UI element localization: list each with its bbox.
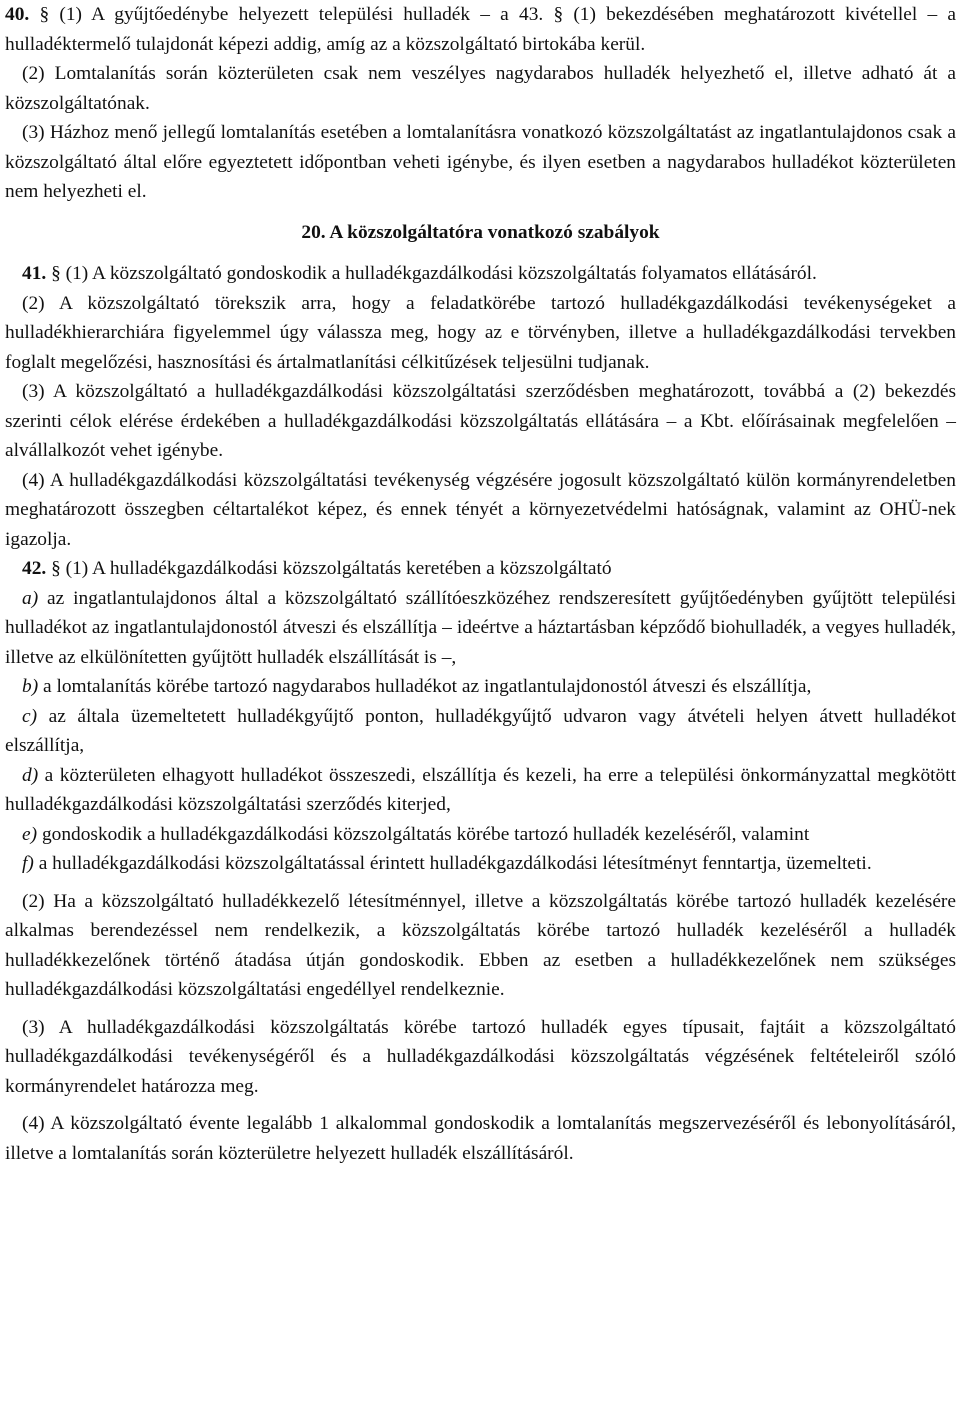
- list-text-f: a hulladékgazdálkodási közszolgáltatással érintett hulladékgazdálkodási létesítményt fenntartja, üzemelteti.: [38, 853, 872, 874]
- list-letter-b: b): [22, 676, 39, 697]
- paragraph-40-2: (2) Lomtalanítás során közterületen csak nem veszélyes nagydarabos hulladék helyezhető el, illetve adható át a közszolgáltatónak.: [5, 63, 956, 114]
- list-text-c: az általa üzemeltetett hulladékgyűjtő ponton, hulladékgyűjtő udvaron vagy átvételi helyen átvett hulladékot elszállítja,: [5, 705, 956, 756]
- paragraph-42-3: (3) A hulladékgazdálkodási közszolgáltatás körébe tartozó hulladék egyes típusait, fajtáit a közszolgáltató hulladékgazdálkodási tevékenységéről és a hulladékgazdálkodási közszolgáltatás végzésének feltételeiről szóló kormányrendelet határozza meg.: [5, 1016, 956, 1097]
- list-item-b: [5, 672, 956, 702]
- paragraph-42-2: (2) Ha a közszolgáltató hulladékkezelő létesítménnyel, illetve a közszolgáltatás körébe tartozó hulladék kezelésére alkalmas berendezéssel nem rendelkezik, a közszolgáltatás körébe tartozó hulladék kezeléséről a hulladék hulladékkezelőnek történő átadása útján gondoskodik. Ebben az esetben a hulladékkezelőnek nem szükséges hulladékgazdálkodási közszolgáltatási engedéllyel rendelkeznie.: [5, 890, 956, 1000]
- paragraph-41-3: (3) A közszolgáltató a hulladékgazdálkodási közszolgáltatási szerződésben meghatározott, továbbá a (2) bekezdés szerinti célok elérése érdekében a hulladékgazdálkodási közszolgáltatás ellátására – a Kbt. előírásainak megfelelően – alvállalkozót vehet igénybe.: [5, 381, 956, 461]
- paragraph-42-4: (4) A közszolgáltató évente legalább 1 alkalommal gondoskodik a lomtalanítás megszervezéséről és lebonyolításáról, illetve a lomtalanítás során közterületre helyezett hulladék elszállításáról.: [5, 1113, 956, 1164]
- section-number-41: 41.: [22, 263, 47, 284]
- list-item-a: [5, 584, 956, 673]
- paragraph-40-1-text: § (1) A gyűjtőedénybe helyezett települési hulladék – a 43. § (1) bekezdésében meghatározott kivétellel – a hulladéktermelő tulajdonát képezi addig, amíg az a közszolgáltató birtokába kerül.: [5, 4, 956, 55]
- list-item-e: [5, 820, 956, 850]
- list-item-c: [5, 702, 956, 761]
- list-text-d: a közterületen elhagyott hulladékot összeszedi, elszállítja és kezeli, ha erre a települési önkormányzattal megkötött hulladékgazdálkodási közszolgáltatási szerződés kiterjed,: [5, 764, 956, 815]
- list-letter-f: f): [22, 853, 34, 874]
- list-letter-c: c): [22, 705, 38, 727]
- paragraph-41-2: (2) A közszolgáltató törekszik arra, hogy a feladatkörébe tartozó hulladékgazdálkodási tevékenységeket a hulladékhierarchiára figyelemmel úgy válassza meg, hogy az e törvényben, illetve a hulladékgazdálkodási tervekben foglalt megelőzési, hasznosítási és ártalmatlanítási célkitűzések teljesülni tudjanak.: [5, 292, 956, 373]
- paragraph-40-1: [5, 0, 956, 59]
- list-text-e: gondoskodik a hulladékgazdálkodási közszolgáltatás körébe tartozó hulladék kezeléséről, valamint: [41, 823, 810, 845]
- paragraph-40-3: (3) Házhoz menő jellegű lomtalanítás esetében a lomtalanításra vonatkozó közszolgáltatást az ingatlantulajdonos csak a közszolgáltató által előre egyeztetett időpontban veheti igénybe, és ilyen esetben a nagydarabos hulladékot közterületen nem helyezheti el.: [5, 122, 956, 202]
- list-item-d: [5, 761, 956, 820]
- list-letter-a: a): [22, 587, 39, 609]
- list-text-a: az ingatlantulajdonos által a közszolgáltató szállítóeszközéhez rendszeresített gyűjtőedényben gyűjtött települési hulladékot az ingatlantulajdonostól átveszi és elszállítja – ideértve a háztartásban képződő biohulladék, a vegyes hulladék, illetve az elkülönítetten gyűjtött hulladék elszállítását is –,: [5, 587, 956, 668]
- paragraph-41-1-text: § (1) A közszolgáltató gondoskodik a hulladékgazdálkodási közszolgáltatás folyamatos ellátásáról.: [51, 263, 817, 284]
- paragraph-41-4: (4) A hulladékgazdálkodási közszolgáltatási tevékenység végzésére jogosult közszolgáltató külön kormányrendeletben meghatározott összegben céltartalékot képez, és ennek tényét a környezetvédelmi hatóságnak, valamint az OHÜ-nek igazolja.: [5, 469, 956, 550]
- section-number-42: 42.: [22, 558, 47, 579]
- paragraph-42-1: [5, 554, 956, 584]
- section-heading-20: 20. A közszolgáltatóra vonatkozó szabályok: [301, 221, 660, 243]
- list-item-f: [5, 849, 956, 879]
- paragraph-42-1-text: § (1) A hulladékgazdálkodási közszolgáltatás keretében a közszolgáltató: [51, 558, 612, 579]
- list-text-b: a lomtalanítás körébe tartozó nagydarabos hulladékot az ingatlantulajdonostól átveszi és elszállítja,: [43, 676, 812, 697]
- list-letter-d: d): [22, 764, 39, 786]
- section-number-40: 40.: [5, 4, 30, 25]
- list-letter-e: e): [22, 823, 38, 845]
- paragraph-41-1: [5, 259, 956, 289]
